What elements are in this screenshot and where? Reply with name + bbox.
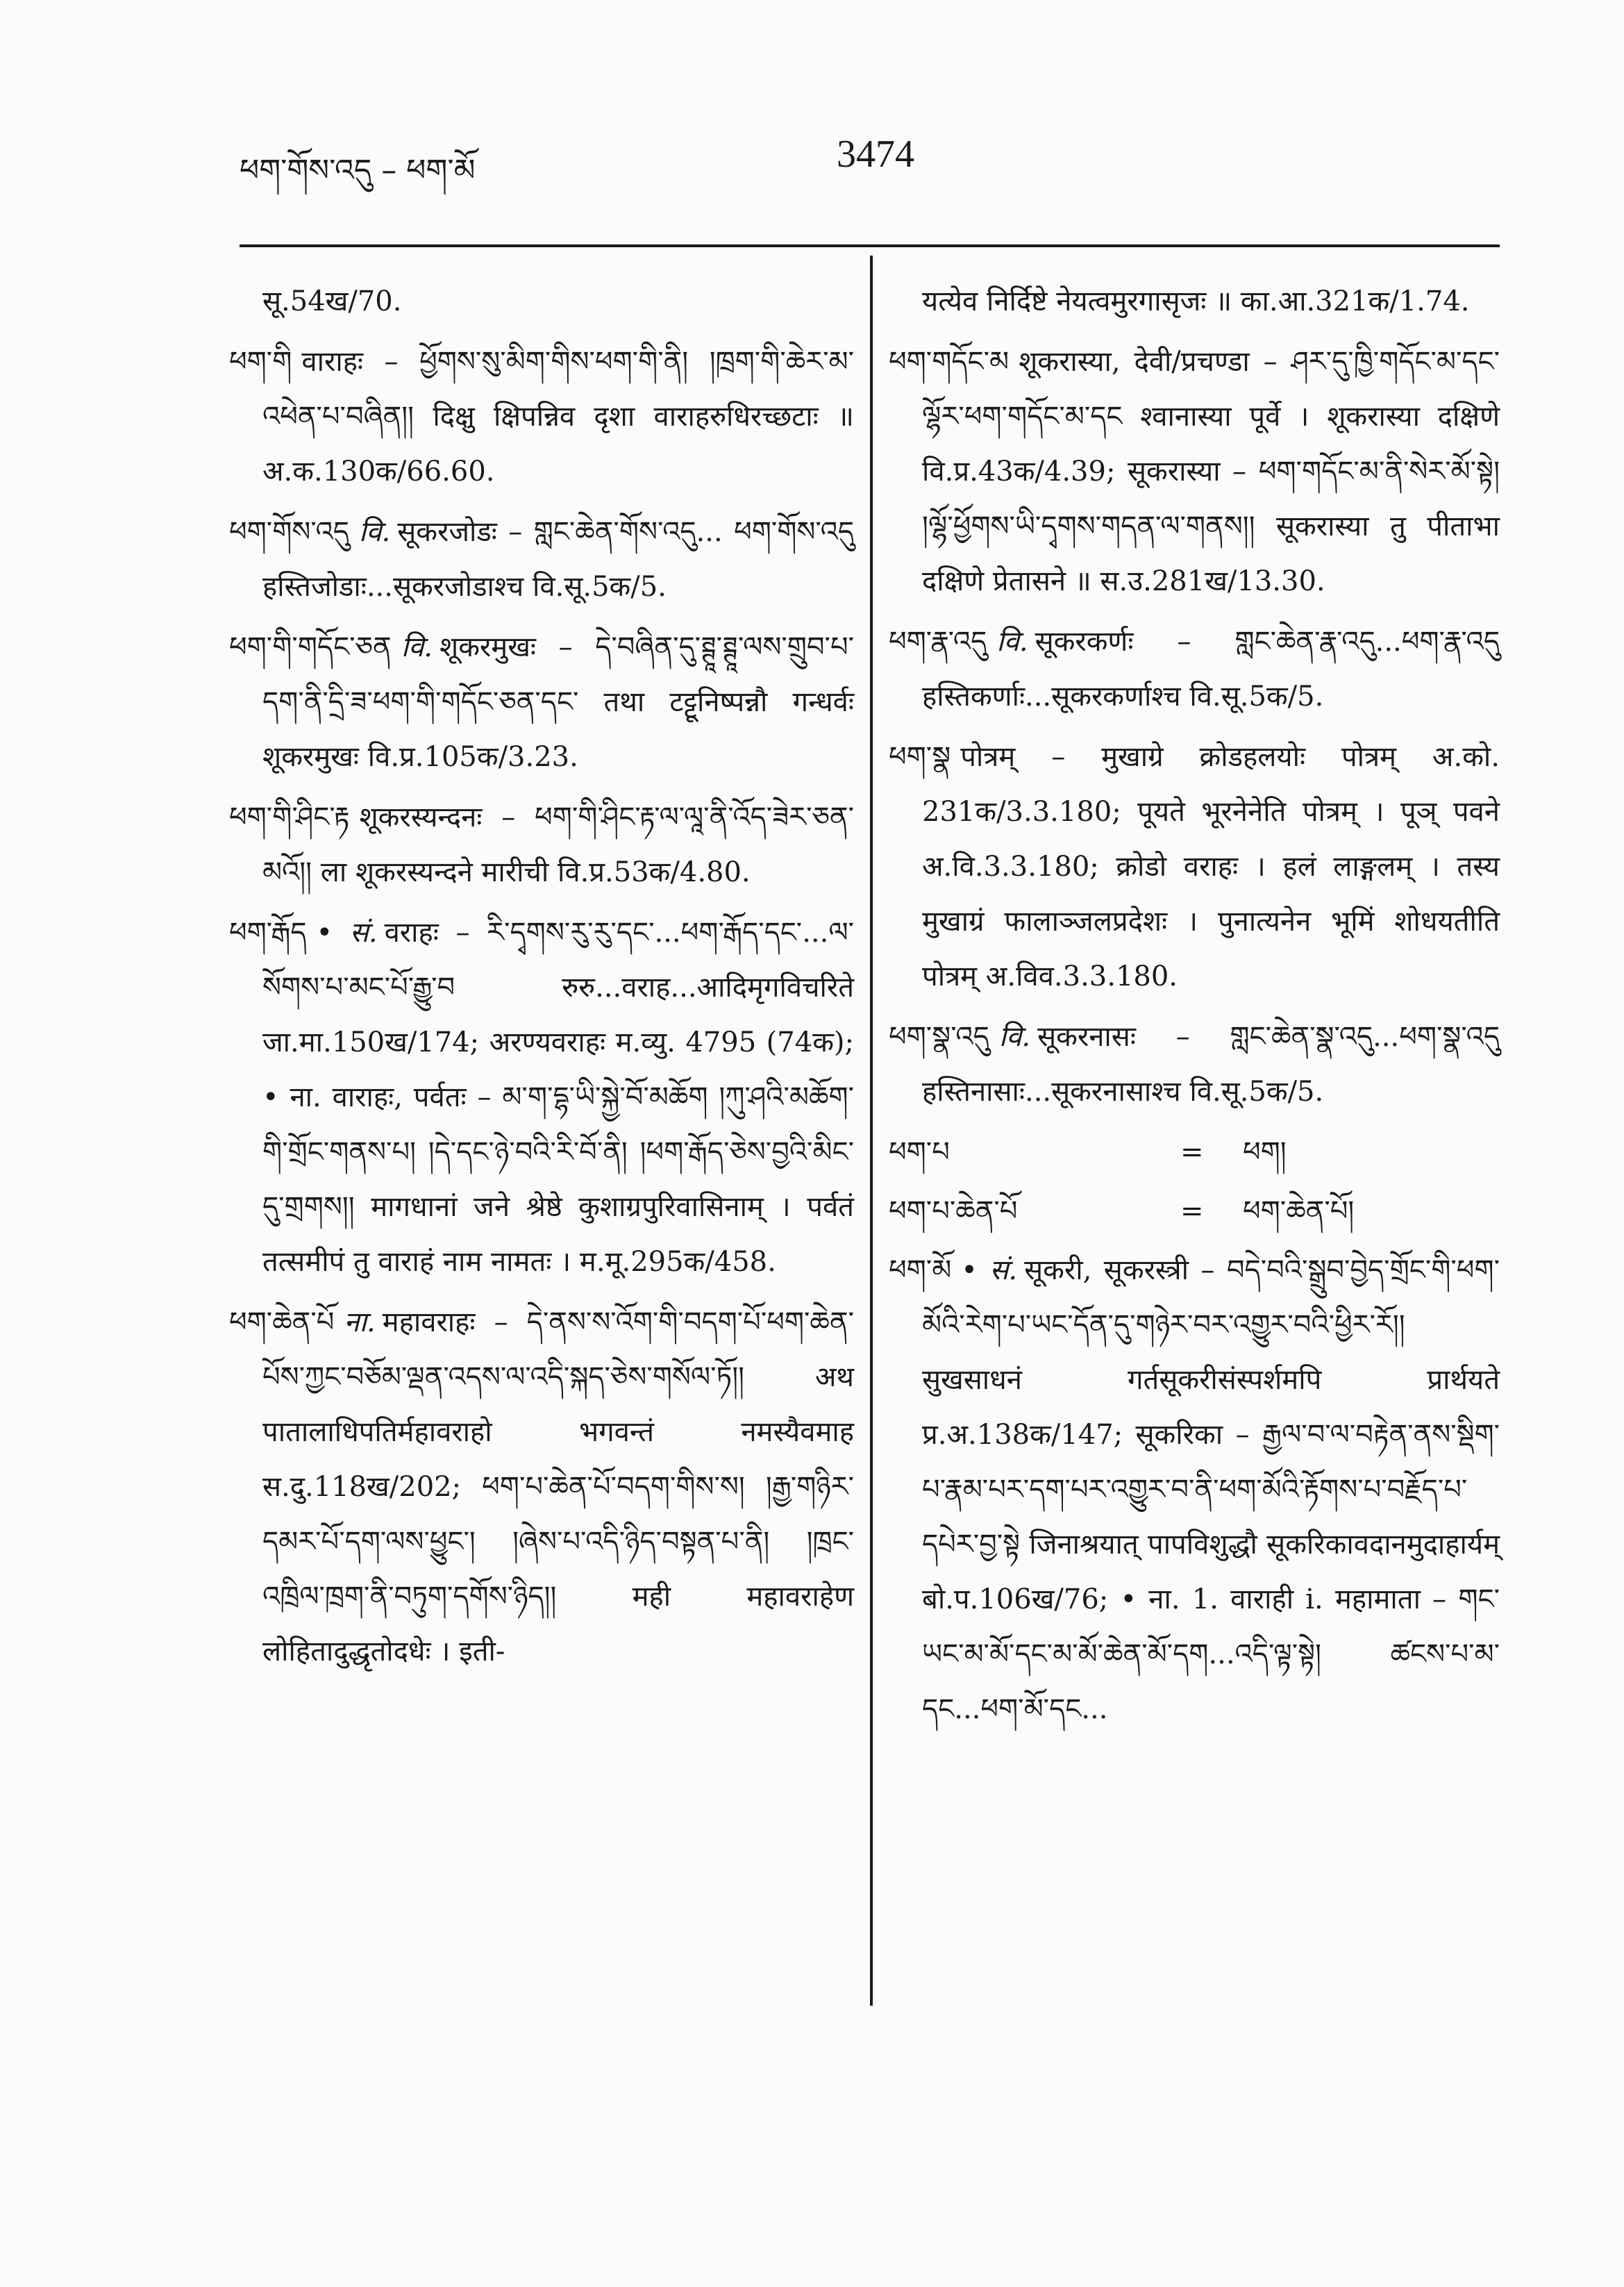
entry-text: सू.54ख/70. [262, 285, 402, 317]
entry-text: शूकरमुखः – དེ་བཞིན་དུ་ཊྚཱ་ཊྚཱ་ལས་གྲུབ་པ་དག་ནི་དྲི་ཟ་ཕག་གི་གདོང་ཅན་དང་ तथा टट्टूनिष्पन्नौ गन्धर्वः शूकरमुखः वि.प्र.105क/3.23. [262, 631, 854, 773]
dictionary-entry [229, 906, 854, 1290]
dictionary-entry [889, 335, 1500, 609]
entry-text: यत्येव निर्दिष्टे नेयत्वमुरगासृजः ॥ का.आ.321क/1.74. [922, 285, 1470, 317]
grammar-label: वि. [358, 516, 391, 548]
grammar-label: वि. [998, 1021, 1031, 1053]
equals-sign: = [1180, 1195, 1204, 1227]
column-divider [870, 256, 873, 2006]
right-column [889, 274, 1500, 1743]
entry-text: पोत्रम् – मुखाग्रे क्रोडहलयोः पोत्रम् अ.को. 231क/3.3.180; पूयते भूरनेनेति पोत्रम् । पूञ् पवने अ.वि.3.3.180; क्रोडो वराहः । हलं लाङ्गलम् । तस्य मुखाग्रं फालाञ्जलप्रदेशः । पुनात्यनेन भूमिं शोधयतीति पोत्रम् अ.विव.3.3.180. [922, 741, 1500, 992]
dictionary-entry [229, 335, 854, 499]
entry-text: वाराहः – ཕྱོགས་སུ་མིག་གིས་ཕག་གི་ནི། །ཁྲག་གི་ཆེར་མ་འཕེན་པ་བཞིན།། दिक्षु क्षिपन्निव दृशा वाराहरुधिरच्छटाः ॥ अ.क.130क/66.60. [262, 346, 854, 488]
dictionary-entry [889, 615, 1500, 724]
equivalence-term: ཕག་པ [889, 1136, 950, 1168]
running-head: ཕག་གོས་འདུ – ཕག་མོ [240, 153, 476, 188]
headword: ཕག་མོ [889, 1254, 952, 1286]
entry-text: वराहः – རི་དྭགས་རུ་རུ་དང་...ཕག་རྒོད་དང་...ལ་སོགས་པ་མང་པོ་རྒྱུ་བ रुरु...वराह...आदिमृगविचरिते जा.मा.150ख/174; अरण्यवराहः म.व्यु. 4795 (74क); • ना. वाराहः, पर्वतः – མ་ག་དྷ་ཡི་སྐྱེ་བོ་མཆོག །ཀུ་ཤའི་མཆོག་གི་གྲོང་གནས་པ། །དེ་དང་ཉེ་བའི་རི་བོ་ནི། །ཕག་རྒོད་ཅེས་བྱའི་མིང་དུ་གྲགས།། मागधानां जने श्रेष्ठे कुशाग्रपुरिवासिनाम् । पर्वतं तत्समीपं तु वाराहं नाम नामतः । म.मू.295क/458. [262, 917, 854, 1278]
headword: ཕག་གོས་འདུ [229, 516, 349, 548]
headword: ཕག་རྒོད [229, 917, 307, 949]
headword: ཕག་ཆེན་པོ [229, 1306, 335, 1338]
dictionary-entry [229, 790, 854, 900]
dictionary-entry [229, 620, 854, 785]
entry-text: सूकरकर्णः – གླང་ཆེན་རྣ་འདུ...ཕག་རྣ་འདུ हस्तिकर्णाः...सूकरकर्णाश्च वि.सू.5क/5. [922, 626, 1500, 713]
entry-text: सूकरी, सूकरस्त्री – བདེ་བའི་སྒྲུབ་བྱེད་གྲོང་གི་ཕག་མོའི་རེག་པ་ཡང་དོན་དུ་གཉེར་བར་འགྱུར་བའི་ཕྱིར་རོ།། सुखसाधनं गर्तसूकरीसंस्पर्शमपि प्रार्थयते प्र.अ.138क/147; सूकरिका – རྒྱལ་བ་ལ་བརྟེན་ནས་སྡིག་པ་རྣམ་པར་དག་པར་འགྱུར་བ་ནི་ཕག་མོའི་རྟོགས་པ་བརྗོད་པ་དཔེར་བྱ་སྟེ जिनाश्रयात् पापविशुद्धौ सूकरिकावदानमुदाहार्यम् बो.प.106ख/76; • ना. 1. वाराही i. महामाता – གང་ཡང་མ་མོ་དང་མ་མོ་ཆེན་མོ་དག...འདི་ལྟ་སྟེ། ཚངས་པ་མ་དང...ཕག་མོ་དང... [922, 1254, 1500, 1725]
grammar-label: वि. [996, 626, 1028, 658]
equivalence-row [889, 1184, 1500, 1239]
headword: ཕག་སྣ [889, 741, 951, 773]
right-entries [889, 274, 1500, 1120]
grammar-label: • सं. [316, 917, 378, 949]
entry-text: सूकरनासः – གླང་ཆེན་སྣ་འདུ...ཕག་སྣ་འདུ हस्तिनासाः...सूकरनासाश्च वि.सू.5क/5. [922, 1021, 1500, 1108]
page-number: 3474 [837, 133, 914, 176]
equals-sign: = [1180, 1136, 1204, 1168]
headword: ཕག་རྣ་འདུ [889, 626, 987, 658]
headword: ཕག་གི་ཤིང་རྟ [229, 801, 350, 833]
headword: ཕག་སྣ་འདུ [889, 1021, 989, 1053]
header-rule [240, 244, 1500, 247]
entry-continuation [889, 274, 1500, 329]
grammar-label: वि. [401, 631, 433, 663]
grammar-label: ना. [344, 1306, 376, 1338]
equivalence-target: ཕག། [1243, 1136, 1287, 1168]
headword: ཕག་གདོང་མ [889, 346, 1010, 378]
entry-text: शूकरास्या, देवी/प्रचण्डा – ཤར་དུ་ཁྱི་གདོང་མ་དང་ལྷོར་ཕག་གདོང་མ་དང श्वानास्या पूर्वे । शूकरास्या दक्षिणे वि.प्र.43क/4.39; सूकरास्या – ཕག་གདོང་མ་ནི་སེར་མོ་སྟེ། །ལྷོ་ཕྱོགས་ཡི་དྭགས་གདན་ལ་གནས།། सूकरास्या तु पीताभा दक्षिणे प्रेतासने ॥ स.उ.281ख/13.30. [922, 346, 1500, 597]
entry-text: शूकरस्यन्दनः – ཕག་གི་ཤིང་རྟ་ལ་ལཱ་ནི་འོད་ཟེར་ཅན་མའོ།། ला शूकरस्यन्दने मारीची वि.प्र.53क/4.80. [262, 801, 854, 888]
entry-text: महावराहः – དེ་ནས་ས་འོག་གི་བདག་པོ་ཕག་ཆེན་པོས་ཀྱང་བཅོམ་ལྡན་འདས་ལ་འདི་སྐད་ཅེས་གསོལ་ཏོ།། अथ पातालाधिपतिर्महावराहो भगवन्तं नमस्यैवमाह स.दु.118ख/202; ཕག་པ་ཆེན་པོ་བདག་གིས་ས། །རྒྱ་གཉིར་དམར་པོ་དག་ལས་ཕྱུང་། །ཞེས་པ་འདི་ཉིད་བསྟན་པ་ནི། །ཁྲང་འཁྲིལ་ཁྲག་ནི་བཏུག་དགོས་ཉིད།། मही महावराहेण लोहितादुद्धृतोदधेः । इती- [262, 1306, 854, 1668]
right-end-entries [889, 1243, 1500, 1737]
left-column [229, 274, 854, 1685]
dictionary-entry [229, 505, 854, 615]
dictionary-entry [889, 1010, 1500, 1120]
grammar-label: • सं. [961, 1254, 1018, 1286]
dictionary-entry [229, 1295, 854, 1679]
equivalence-target: ཕག་ཆེན་པོ། [1243, 1195, 1355, 1227]
entry-continuation [229, 274, 854, 329]
equivalence-row [889, 1125, 1500, 1180]
entry-text: सूकरजोडः – གླང་ཆེན་གོས་འདུ... ཕག་གོས་འདུ हस्तिजोडाः...सूकरजोडाश्च वि.सू.5क/5. [262, 516, 854, 603]
dictionary-entry [889, 1243, 1500, 1737]
headword: ཕག་གི་གདོང་ཅན [229, 631, 392, 663]
dictionary-entry [889, 730, 1500, 1004]
headword: ཕག་གི [229, 346, 292, 378]
equivalence-term: ཕག་པ་ཆེན་པོ [889, 1195, 1018, 1227]
equivalence-block [889, 1125, 1500, 1239]
